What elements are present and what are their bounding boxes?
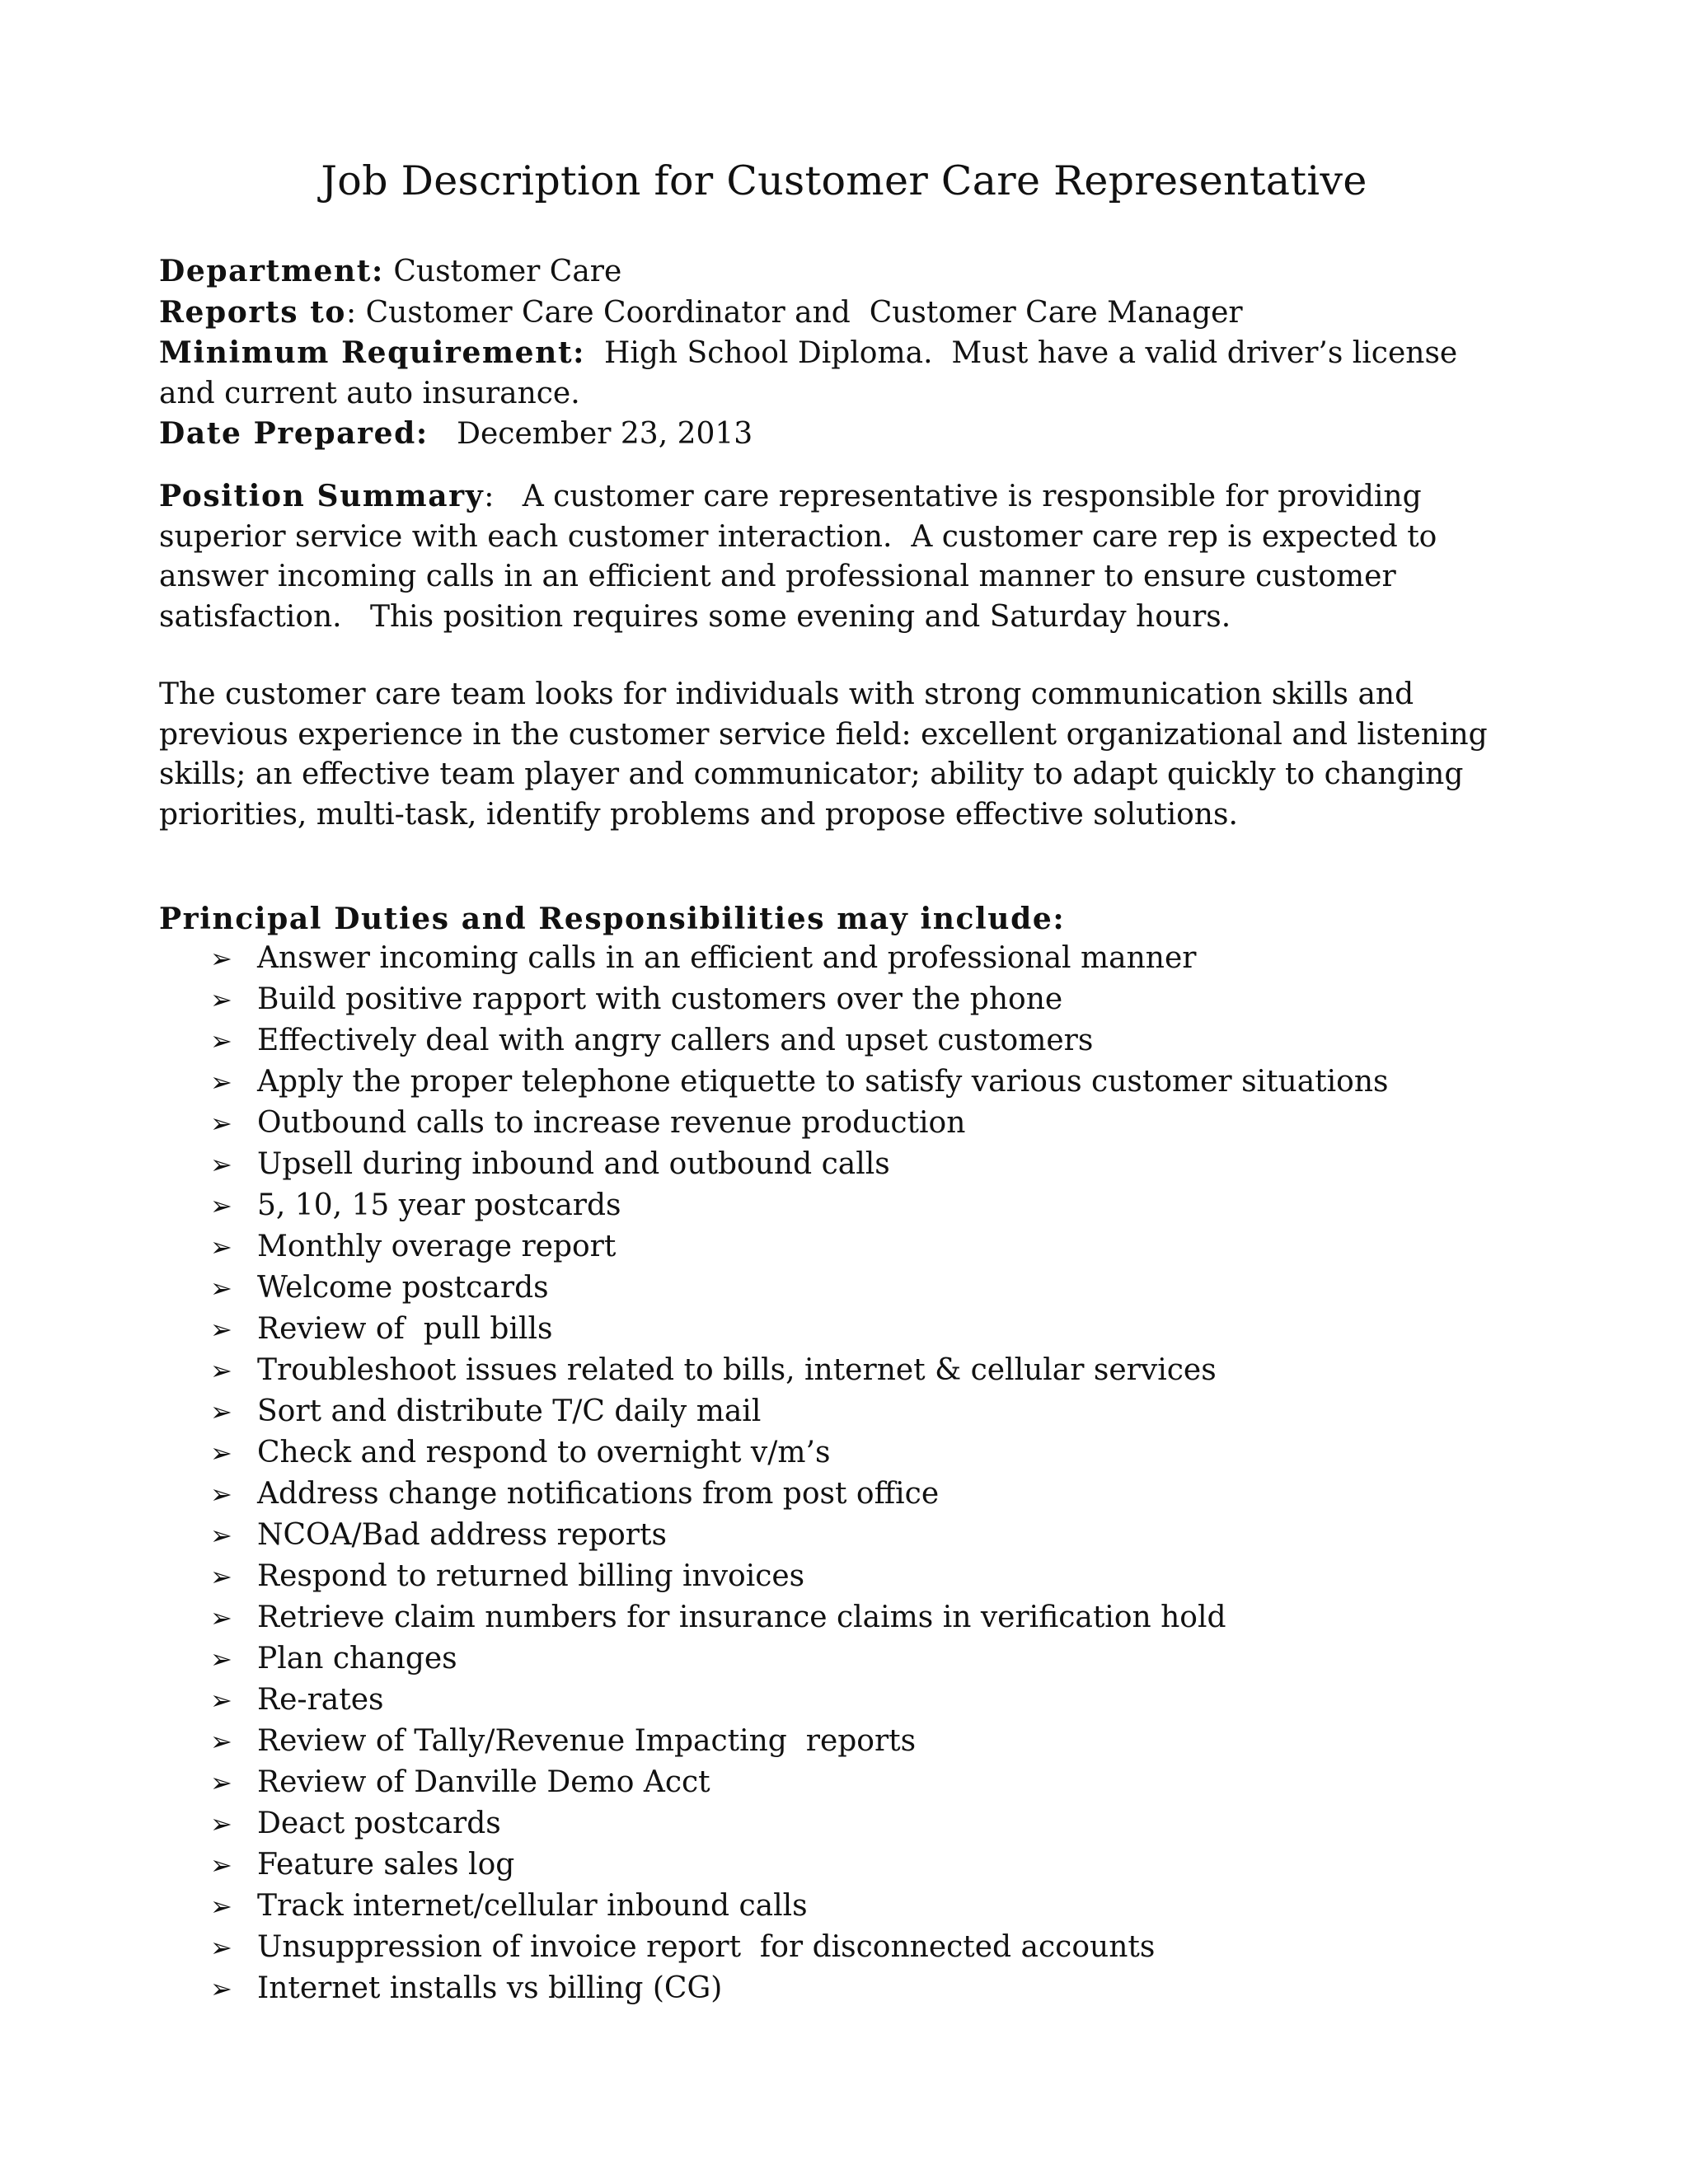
arrow-bullet-icon: ➢	[210, 1355, 232, 1386]
list-item	[210, 1556, 1389, 1597]
duty-text: Monthly overage report	[257, 1230, 617, 1263]
list-item	[210, 1638, 1389, 1680]
arrow-bullet-icon: ➢	[210, 1520, 232, 1551]
arrow-bullet-icon: ➢	[210, 1479, 232, 1510]
duty-text: Feature sales log	[257, 1848, 515, 1882]
duty-text: Review of pull bills	[257, 1312, 553, 1346]
reports-to-value: : Customer Care Coordinator and Customer Care Manager	[346, 295, 1243, 330]
list-item	[210, 1886, 1389, 1927]
arrow-bullet-icon: ➢	[210, 1643, 232, 1675]
summary-line	[159, 476, 1544, 518]
duty-text: NCOA/Bad address reports	[257, 1518, 667, 1552]
duty-text: Sort and distribute T/C daily mail	[257, 1394, 762, 1428]
reports-to-label: Reports to	[159, 294, 347, 330]
duty-text: Effectively deal with angry callers and upset customers	[257, 1024, 1094, 1057]
list-item	[210, 938, 1389, 979]
minimum-requirement-continued: and current auto insurance.	[159, 376, 580, 410]
department-label: Department:	[159, 254, 384, 288]
paragraph-line: priorities, multi-task, identify problems and propose effective solutions.	[159, 797, 1238, 832]
duty-text: Troubleshoot issues related to bills, internet & cellular services	[257, 1353, 1217, 1387]
date-prepared-label: Date Prepared:	[159, 416, 429, 451]
arrow-bullet-icon: ➢	[210, 1231, 232, 1263]
list-item	[210, 1185, 1389, 1226]
list-item	[210, 1515, 1389, 1556]
summary-line: answer incoming calls in an efficient and professional manner to ensure customer	[159, 560, 1396, 593]
minimum-requirement-line	[159, 333, 1544, 374]
list-item	[210, 1350, 1389, 1391]
list-item	[210, 979, 1389, 1020]
list-item	[210, 1391, 1389, 1432]
duty-text: Review of Tally/Revenue Impacting reports	[257, 1724, 917, 1758]
duty-text: Apply the proper telephone etiquette to satisfy various customer situations	[257, 1065, 1389, 1099]
arrow-bullet-icon: ➢	[210, 1149, 232, 1180]
list-item	[210, 1432, 1389, 1474]
job-meta	[159, 251, 1544, 455]
list-item	[210, 1968, 1389, 2009]
list-item	[210, 1020, 1389, 1062]
department-line	[159, 251, 1544, 293]
arrow-bullet-icon: ➢	[210, 984, 232, 1015]
arrow-bullet-icon: ➢	[210, 943, 232, 974]
arrow-bullet-icon: ➢	[210, 1973, 232, 2004]
arrow-bullet-icon: ➢	[210, 1108, 232, 1139]
arrow-bullet-icon: ➢	[210, 1314, 232, 1345]
date-prepared-value: December 23, 2013	[428, 417, 753, 451]
arrow-bullet-icon: ➢	[210, 1437, 232, 1469]
paragraph-line: skills; an effective team player and communicator; ability to adapt quickly to changing	[159, 757, 1464, 791]
duty-text: Internet installs vs billing (CG)	[257, 1971, 723, 2005]
arrow-bullet-icon: ➢	[210, 1561, 232, 1592]
duty-text: Review of Danville Demo Acct	[257, 1765, 710, 1799]
summary-line: satisfaction. This position requires some evening and Saturday hours.	[159, 599, 1231, 634]
duties-heading-text: Principal Duties and Responsibilities may include:	[159, 902, 1066, 936]
arrow-bullet-icon: ➢	[210, 1808, 232, 1840]
list-item	[210, 1927, 1389, 1968]
list-item	[210, 1474, 1389, 1515]
duty-text: Answer incoming calls in an efficient and professional manner	[257, 941, 1197, 975]
page-title: Job Description for Customer Care Representative	[321, 157, 1367, 204]
team-paragraph	[159, 675, 1544, 835]
duties-list	[210, 938, 1389, 2009]
minimum-requirement-label: Minimum Requirement:	[159, 335, 586, 370]
list-item	[210, 1144, 1389, 1185]
duty-text: Outbound calls to increase revenue production	[257, 1106, 966, 1140]
list-item	[210, 1597, 1389, 1638]
position-summary-label: Position Summary	[159, 479, 485, 513]
arrow-bullet-icon: ➢	[210, 1190, 232, 1221]
list-item	[210, 1844, 1389, 1886]
duty-text: Build positive rapport with customers over the phone	[257, 982, 1063, 1016]
list-item	[210, 1803, 1389, 1844]
arrow-bullet-icon: ➢	[210, 1066, 232, 1098]
duty-text: Respond to returned billing invoices	[257, 1559, 805, 1593]
duties-heading	[159, 899, 1544, 940]
duty-text: Upsell during inbound and outbound calls	[257, 1147, 890, 1181]
duty-text: Address change notifications from post office	[257, 1477, 940, 1511]
duty-text: Retrieve claim numbers for insurance claims in verification hold	[257, 1601, 1226, 1634]
duty-text: Re-rates	[257, 1683, 384, 1717]
list-item	[210, 1680, 1389, 1721]
arrow-bullet-icon: ➢	[210, 1272, 232, 1304]
minimum-requirement-value: High School Diploma. Must have a valid driver’s license	[585, 336, 1458, 370]
reports-to-line	[159, 293, 1544, 334]
duty-text: Track internet/cellular inbound calls	[257, 1889, 808, 1923]
summary-line: superior service with each customer interaction. A customer care rep is expected to	[159, 519, 1437, 554]
arrow-bullet-icon: ➢	[210, 1025, 232, 1057]
duty-text: Plan changes	[257, 1642, 457, 1675]
list-item	[210, 1721, 1389, 1762]
summary-text: : A customer care representative is responsible for providing	[484, 480, 1422, 513]
arrow-bullet-icon: ➢	[210, 1767, 232, 1798]
duty-text: Deact postcards	[257, 1807, 501, 1840]
list-item	[210, 1226, 1389, 1268]
date-prepared-line	[159, 414, 1544, 455]
duty-text: 5, 10, 15 year postcards	[257, 1188, 621, 1222]
list-item	[210, 1103, 1389, 1144]
arrow-bullet-icon: ➢	[210, 1602, 232, 1633]
arrow-bullet-icon: ➢	[210, 1726, 232, 1757]
arrow-bullet-icon: ➢	[210, 1849, 232, 1881]
duty-text: Check and respond to overnight v/m’s	[257, 1436, 831, 1469]
duty-text: Welcome postcards	[257, 1271, 549, 1305]
duty-text: Unsuppression of invoice report for disconnected accounts	[257, 1930, 1156, 1964]
list-item	[210, 1309, 1389, 1350]
list-item	[210, 1762, 1389, 1803]
arrow-bullet-icon: ➢	[210, 1685, 232, 1716]
list-item	[210, 1062, 1389, 1103]
paragraph-line: The customer care team looks for individuals with strong communication skills and	[159, 677, 1414, 711]
arrow-bullet-icon: ➢	[210, 1396, 232, 1427]
arrow-bullet-icon: ➢	[210, 1932, 232, 1963]
department-value: Customer Care	[383, 255, 622, 288]
position-summary	[159, 476, 1544, 637]
arrow-bullet-icon: ➢	[210, 1891, 232, 1922]
list-item	[210, 1268, 1389, 1309]
paragraph-line: previous experience in the customer service field: excellent organizational and listening	[159, 717, 1488, 752]
